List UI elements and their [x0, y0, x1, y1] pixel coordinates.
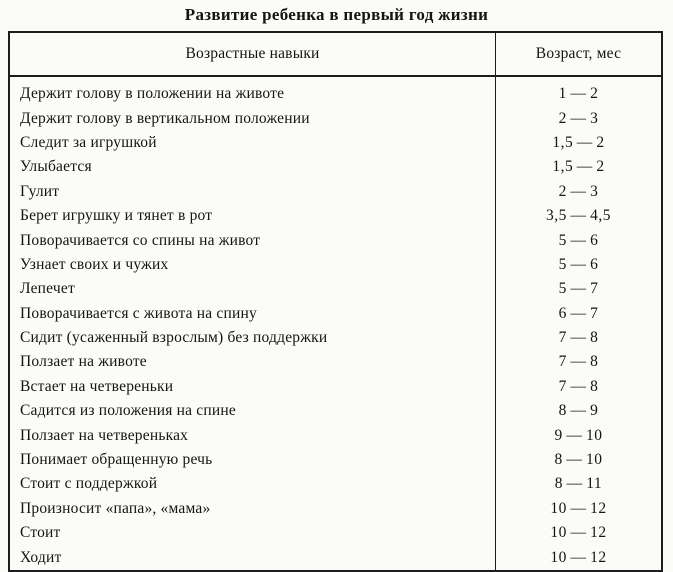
table-row — [9, 204, 662, 228]
age-cell: 9 — 10 — [554, 426, 603, 444]
table-row — [9, 76, 662, 106]
header-row — [9, 32, 662, 76]
table-row — [9, 350, 662, 374]
skill-cell: Стоит — [9, 521, 496, 545]
age-cell: 7 — 8 — [558, 377, 599, 395]
table-row — [9, 228, 662, 252]
table-row — [9, 106, 662, 130]
age-cell: 1,5 — 2 — [552, 158, 605, 176]
age-cell: 7 — 8 — [558, 329, 599, 347]
skill-cell: Понимает обращенную речь — [9, 448, 496, 472]
skill-cell: Следит за игрушкой — [9, 131, 496, 155]
skill-cell: Берет игрушку и тянет в рот — [9, 204, 496, 228]
skill-cell: Гулит — [9, 180, 496, 204]
age-cell: 1,5 — 2 — [552, 133, 605, 151]
age-cell: 8 — 9 — [558, 402, 599, 420]
skill-cell: Сидит (усаженный взрослым) без поддержки — [9, 326, 496, 350]
age-cell: 6 — 7 — [558, 304, 599, 322]
age-cell: 5 — 6 — [558, 231, 599, 249]
skill-cell: Ползает на четвереньках — [9, 423, 496, 447]
development-table-container — [8, 31, 663, 572]
table-row — [9, 253, 662, 277]
skill-cell: Стоит с поддержкой — [9, 472, 496, 496]
skill-cell: Улыбается — [9, 155, 496, 179]
age-cell: 3,5 — 4,5 — [546, 207, 611, 225]
table-row — [9, 472, 662, 496]
table-row — [9, 497, 662, 521]
age-cell: 5 — 7 — [558, 280, 599, 298]
header-skills: Возрастные навыки — [9, 32, 496, 76]
table-row — [9, 521, 662, 545]
table-row — [9, 180, 662, 204]
table-row — [9, 423, 662, 447]
development-table — [8, 31, 663, 572]
table-row — [9, 155, 662, 179]
page-title: Развитие ребенка в первый год жизни — [184, 5, 489, 24]
age-cell: 10 — 12 — [550, 499, 607, 517]
table-row — [9, 277, 662, 301]
skill-cell: Держит голову в положении на животе — [9, 76, 496, 106]
skill-cell: Ходит — [9, 545, 496, 570]
table-body — [9, 76, 662, 571]
age-cell: 7 — 8 — [558, 353, 599, 371]
age-cell: 5 — 6 — [558, 255, 599, 273]
skill-cell: Встает на четвереньки — [9, 375, 496, 399]
table-row — [9, 448, 662, 472]
age-cell: 2 — 3 — [558, 182, 599, 200]
age-cell: 8 — 11 — [554, 475, 603, 493]
table-row — [9, 399, 662, 423]
age-cell: 10 — 12 — [550, 548, 607, 566]
table-row — [9, 545, 662, 570]
skill-cell: Садится из положения на спине — [9, 399, 496, 423]
age-cell: 1 — 2 — [558, 85, 599, 103]
skill-cell: Поворачивается с живота на спину — [9, 302, 496, 326]
skill-cell: Узнает своих и чужих — [9, 253, 496, 277]
table-row — [9, 326, 662, 350]
table-row — [9, 302, 662, 326]
table-row — [9, 131, 662, 155]
skill-cell: Лепечет — [9, 277, 496, 301]
age-cell: 10 — 12 — [550, 524, 607, 542]
skill-cell: Произносит «папа», «мама» — [9, 497, 496, 521]
age-cell: 8 — 10 — [554, 451, 603, 469]
header-age: Возраст, мес — [496, 32, 663, 76]
age-cell: 2 — 3 — [558, 109, 599, 127]
skill-cell: Ползает на животе — [9, 350, 496, 374]
table-header — [9, 32, 662, 76]
table-row — [9, 375, 662, 399]
skill-cell: Держит голову в вертикальном положении — [9, 106, 496, 130]
skill-cell: Поворачивается со спины на живот — [9, 228, 496, 252]
